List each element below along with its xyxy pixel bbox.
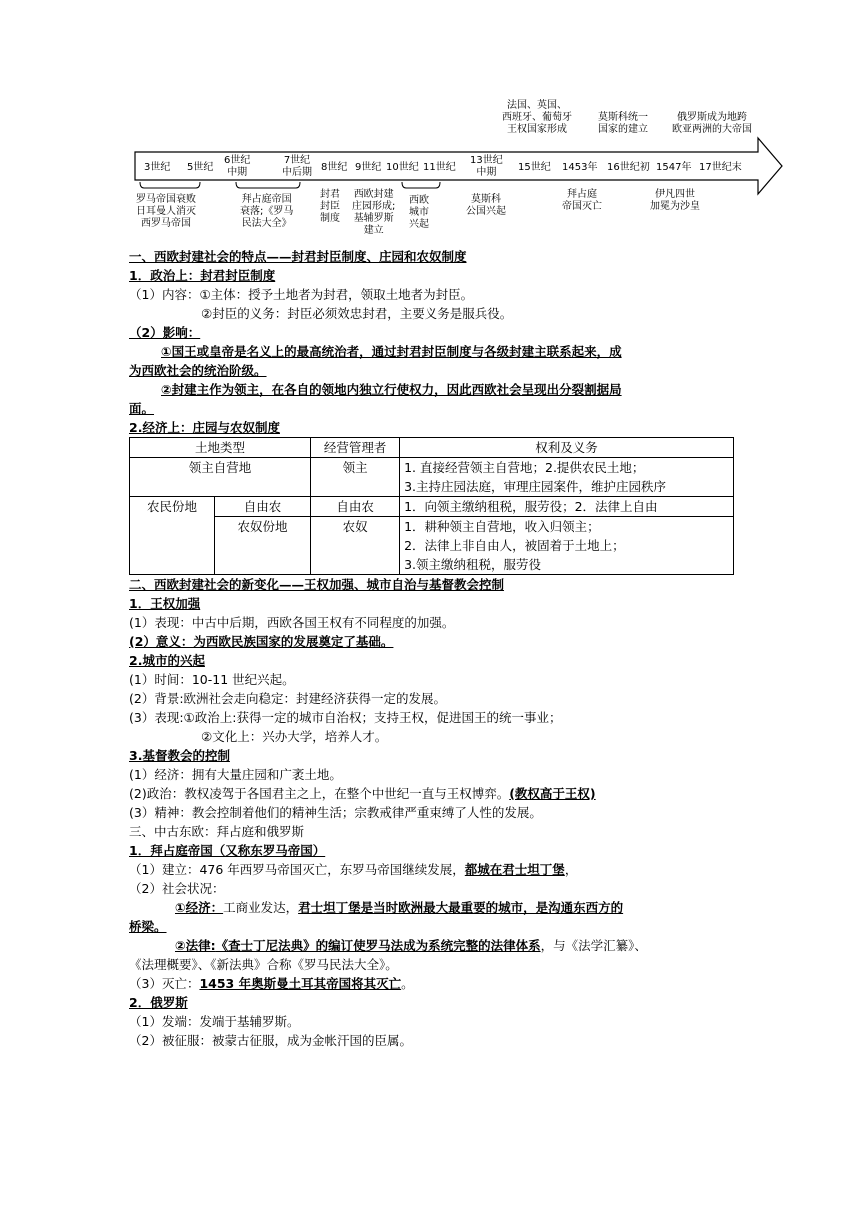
section-3-title: 三、中古东欧：拜占庭和俄罗斯 (129, 824, 305, 839)
paragraph (129, 898, 734, 917)
text-run: ②法律: (175, 938, 216, 953)
paragraph: (3）表现:①政治上:获得一定的城市自治权；支持王权，促进国王的统一事业； (129, 710, 562, 725)
paragraph (129, 936, 734, 955)
text-run: 君士坦丁堡是当时欧洲最大最重要的城市，是沟通东西方的 (298, 900, 624, 915)
paragraph: （2）社会状况： (129, 881, 225, 896)
timeline-event-below: 西欧 城市 兴起 (409, 195, 429, 230)
text-run: ， (564, 862, 578, 877)
section-1-title: 一、西欧封建社会的特点——封君封臣制度、庄园和农奴制度 (129, 249, 467, 264)
timeline-tick: 11世纪 (423, 162, 456, 173)
table-cell (400, 517, 734, 575)
paragraph (129, 784, 734, 803)
paragraph: 为西欧社会的统治阶级。 (129, 363, 267, 378)
timeline-tick: 10世纪 (386, 162, 419, 173)
cell-line: 2．法律上非自由人，被固着于土地上； (404, 538, 625, 553)
paragraph: ①国王或皇帝是名义上的最高统治者，通过封君封臣制度与各级封建主联系起来，成 (161, 344, 622, 359)
timeline-tick: 15世纪 (518, 162, 551, 173)
timeline-tick: 3世纪 (144, 162, 171, 173)
section-2-1-heading: 1．王权加强 (129, 596, 201, 611)
section-1-1-heading: 1．政治上：封君封臣制度 (129, 268, 276, 283)
table-header: 土地类型 (130, 438, 311, 458)
cell-line: 1．耕种领主自营地，收入归领主； (404, 519, 600, 534)
table-header: 权利及义务 (400, 438, 734, 458)
timeline-event-below: 罗马帝国衰败 日耳曼人消灭 西罗马帝国 (136, 194, 196, 229)
cell-line: 3.领主缴纳租税，服劳役 (404, 557, 542, 572)
timeline-event-above: 法国、英国、 西班牙、葡萄牙 王权国家形成 (502, 100, 572, 135)
paragraph: ②封建主作为领主，在各自的领地内独立行使权力，因此西欧社会呈现出分裂割据局 (161, 382, 622, 397)
paragraph: ②文化上：兴办大学，培养人才。 (201, 729, 388, 744)
cell-line: 1. 直接经营领主自营地；2.提供农民土地； (404, 460, 645, 475)
table-cell: 农民份地 (130, 497, 215, 575)
timeline-tick: 9世纪 (355, 162, 382, 173)
paragraph: 《法理概要》、《新法典》合称《罗马民法大全》。 (129, 957, 398, 972)
table-row (130, 497, 734, 517)
table-cell: 领主 (311, 458, 400, 497)
paragraph (129, 974, 734, 993)
text-run: （1）建立：476 年西罗马帝国灭亡，东罗马帝国继续发展， (129, 862, 465, 877)
timeline (130, 94, 790, 244)
timeline-tick: 8世纪 (321, 162, 348, 173)
table-row (130, 517, 734, 575)
paragraph: (3）精神：教会控制着他们的精神生活；宗教戒律严重束缚了人性的发展。 (129, 805, 542, 820)
section-2-3-heading: 3.基督教会的控制 (129, 748, 230, 763)
text-run: 工商业发达， (223, 900, 299, 915)
timeline-tick: 1547年 (656, 162, 692, 173)
table-cell: 1．向领主缴纳租税，服劳役；2．法律上自由 (400, 497, 734, 517)
section-1-1-2-heading: （2）影响： (129, 325, 201, 340)
timeline-event-below: 封君 封臣 制度 (320, 189, 340, 224)
section-1-2-heading: 2.经济上：庄园与农奴制度 (129, 420, 280, 435)
table-cell: 农奴 (311, 517, 400, 575)
text-run: 。 (401, 976, 414, 991)
paragraph: (2）意义：为西欧民族国家的发展奠定了基础。 (129, 634, 394, 649)
timeline-tick: 6世纪 中期 (224, 155, 251, 178)
section-2-2-heading: 2.城市的兴起 (129, 653, 205, 668)
paragraph: （2）被征服：被蒙古征服，成为金帐汗国的臣属。 (129, 1033, 412, 1048)
paragraph: 面。 (129, 401, 155, 416)
section-3-2-heading: 2．俄罗斯 (129, 995, 188, 1010)
table-cell (400, 458, 734, 497)
timeline-event-below: 西欧封建 庄园形成; 基辅罗斯 建立 (352, 189, 396, 236)
text-run: （3）灭亡： (129, 976, 200, 991)
timeline-event-below: 拜占庭帝国 衰落;《罗马 民法大全》 (240, 194, 294, 229)
paragraph: （1）内容：①主体：授予土地者为封君，领取土地者为封臣。 (129, 287, 474, 302)
table-cell: 农奴份地 (215, 517, 311, 575)
paragraph: (1）表现：中古中后期，西欧各国王权有不同程度的加强。 (129, 615, 455, 630)
table-cell: 自由农 (311, 497, 400, 517)
timeline-tick: 5世纪 (187, 162, 214, 173)
text-run: ①经济： (175, 900, 224, 915)
text-run: 《查士丁尼法典》的编订使罗马法成为系统完整的法律体系 (215, 938, 541, 953)
text-run: 都城在君士坦丁堡 (464, 862, 565, 877)
table-header-row (130, 438, 734, 458)
text-run: (2)政治：教权凌驾于各国君主之上，在整个中世纪一直与王权博弈。 (129, 786, 510, 801)
table-cell: 自由农 (215, 497, 311, 517)
table-cell: 领主自营地 (130, 458, 311, 497)
paragraph: 桥梁。 (129, 919, 167, 934)
cell-line: 3.主持庄园法庭，审理庄园案件，维护庄园秩序 (404, 479, 667, 494)
section-2-title: 二、西欧封建社会的新变化——王权加强、城市自治与基督教会控制 (129, 577, 505, 592)
timeline-event-below: 莫斯科 公国兴起 (466, 194, 506, 217)
timeline-tick: 1453年 (562, 162, 598, 173)
timeline-event-below: 伊凡四世 加冕为沙皇 (650, 189, 700, 212)
timeline-tick: 13世纪 中期 (470, 155, 503, 178)
table-header: 经营管理者 (311, 438, 400, 458)
paragraph (129, 860, 734, 879)
document-body (129, 247, 734, 1050)
text-run: (教权高于王权) (509, 786, 596, 801)
timeline-event-above: 俄罗斯成为地跨 欧亚两洲的大帝国 (672, 112, 752, 135)
timeline-tick: 7世纪 中后期 (282, 155, 312, 178)
timeline-tick: 16世纪初 (607, 162, 650, 173)
paragraph: (2）背景:欧洲社会走向稳定：封建经济获得一定的发展。 (129, 691, 447, 706)
paragraph: (1）经济：拥有大量庄园和广袤土地。 (129, 767, 342, 782)
section-3-1-heading: 1．拜占庭帝国（又称东罗马帝国） (129, 843, 326, 858)
timeline-event-below: 拜占庭 帝国灭亡 (562, 189, 602, 212)
table-row (130, 458, 734, 497)
paragraph: （1）发端：发端于基辅罗斯。 (129, 1014, 300, 1029)
paragraph: (1）时间：10-11 世纪兴起。 (129, 672, 295, 687)
timeline-event-above: 莫斯科统一 国家的建立 (598, 112, 648, 135)
timeline-tick: 17世纪末 (699, 162, 742, 173)
text-run: 1453 年奥斯曼土耳其帝国将其灭亡 (199, 976, 402, 991)
manor-table (129, 437, 734, 575)
text-run: ，与《法学汇纂》、 (540, 938, 647, 953)
paragraph: ②封臣的义务：封臣必须效忠封君，主要义务是服兵役。 (201, 306, 513, 321)
